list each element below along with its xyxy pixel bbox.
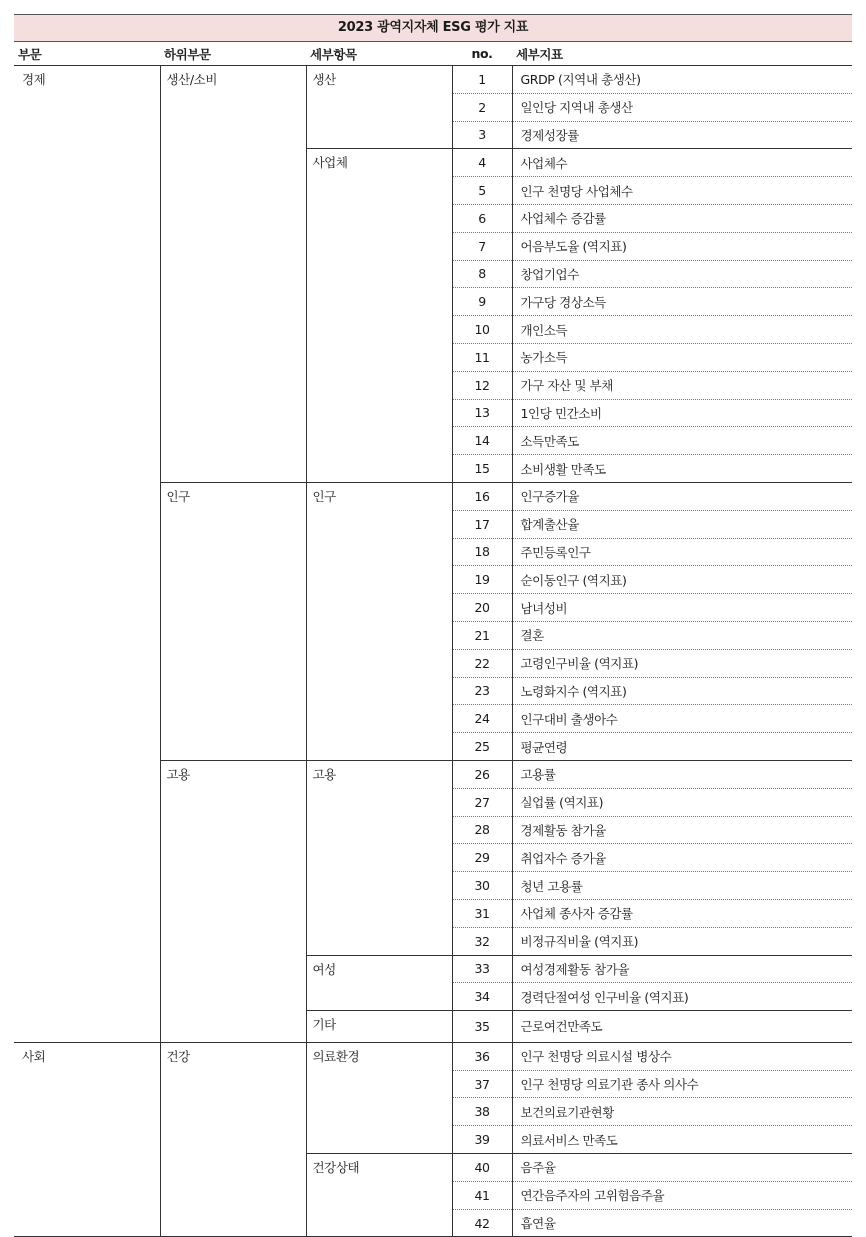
indicator-number: 2 — [452, 93, 512, 121]
indicator-name: 취업자수 증가율 — [512, 844, 852, 872]
indicator-name: 노령화지수 (역지표) — [512, 677, 852, 705]
indicator-number: 34 — [452, 983, 512, 1011]
indicator-number: 12 — [452, 371, 512, 399]
indicator-number: 30 — [452, 872, 512, 900]
indicator-name: 인구 천명당 사업체수 — [512, 177, 852, 205]
indicator-name: 어음부도율 (역지표) — [512, 232, 852, 260]
indicator-number: 18 — [452, 538, 512, 566]
indicator-name: 소비생활 만족도 — [512, 455, 852, 483]
indicator-name: 연간음주자의 고위험음주율 — [512, 1181, 852, 1209]
indicator-number: 5 — [452, 177, 512, 205]
indicator-number: 8 — [452, 260, 512, 288]
header-no: no. — [452, 42, 512, 66]
indicator-name: 보건의료기관현황 — [512, 1098, 852, 1126]
indicator-table — [14, 42, 852, 1237]
indicator-name: 음주율 — [512, 1154, 852, 1182]
indicator-name: 의료서비스 만족도 — [512, 1126, 852, 1154]
item-cell: 인구 — [306, 482, 452, 760]
table-row — [14, 66, 852, 94]
indicator-number: 15 — [452, 455, 512, 483]
subsector-cell: 고용 — [160, 760, 306, 1042]
indicator-number: 42 — [452, 1209, 512, 1237]
indicator-number: 10 — [452, 316, 512, 344]
item-cell: 생산 — [306, 66, 452, 149]
indicator-number: 38 — [452, 1098, 512, 1126]
indicator-name: 순이동인구 (역지표) — [512, 566, 852, 594]
indicator-name: 실업률 (역지표) — [512, 788, 852, 816]
indicator-number: 28 — [452, 816, 512, 844]
indicator-number: 7 — [452, 232, 512, 260]
indicator-number: 35 — [452, 1011, 512, 1043]
indicator-number: 41 — [452, 1181, 512, 1209]
indicator-number: 40 — [452, 1154, 512, 1182]
indicator-number: 9 — [452, 288, 512, 316]
indicator-number: 25 — [452, 733, 512, 761]
indicator-name: 남녀성비 — [512, 594, 852, 622]
indicator-name: 여성경제활동 참가율 — [512, 955, 852, 983]
header-indicator: 세부지표 — [512, 42, 852, 66]
indicator-name: 인구증가율 — [512, 482, 852, 510]
item-cell: 고용 — [306, 760, 452, 955]
indicator-name: 일인당 지역내 총생산 — [512, 93, 852, 121]
indicator-name: 고령인구비율 (역지표) — [512, 649, 852, 677]
header-item: 세부항목 — [306, 42, 452, 66]
indicator-name: 흡연율 — [512, 1209, 852, 1237]
indicator-name: 결혼 — [512, 621, 852, 649]
item-cell: 기타 — [306, 1011, 452, 1043]
sector-cell: 경제 — [14, 66, 160, 1043]
indicator-name: 가구 자산 및 부채 — [512, 371, 852, 399]
indicator-number: 33 — [452, 955, 512, 983]
indicator-number: 22 — [452, 649, 512, 677]
esg-indicator-sheet — [14, 14, 852, 1237]
item-cell: 건강상태 — [306, 1154, 452, 1237]
indicator-number: 6 — [452, 204, 512, 232]
indicator-number: 26 — [452, 760, 512, 788]
header-row — [14, 42, 852, 66]
indicator-number: 19 — [452, 566, 512, 594]
indicator-number: 29 — [452, 844, 512, 872]
indicator-name: 평균연령 — [512, 733, 852, 761]
indicator-name: 가구당 경상소득 — [512, 288, 852, 316]
indicator-number: 14 — [452, 427, 512, 455]
subsector-cell: 건강 — [160, 1042, 306, 1237]
indicator-name: 사업체 종사자 증감률 — [512, 899, 852, 927]
indicator-number: 37 — [452, 1070, 512, 1098]
indicator-number: 21 — [452, 621, 512, 649]
indicator-number: 31 — [452, 899, 512, 927]
sector-cell: 사회 — [14, 1042, 160, 1237]
table-title: 2023 광역지자체 ESG 평가 지표 — [14, 14, 852, 42]
header-sector: 부문 — [14, 42, 160, 66]
indicator-name: 경제성장률 — [512, 121, 852, 149]
indicator-name: 인구 천명당 의료시설 병상수 — [512, 1042, 852, 1070]
indicator-name: 근로여건만족도 — [512, 1011, 852, 1043]
item-cell: 사업체 — [306, 149, 452, 483]
indicator-number: 24 — [452, 705, 512, 733]
indicator-name: 주민등록인구 — [512, 538, 852, 566]
item-cell: 의료환경 — [306, 1042, 452, 1153]
indicator-number: 11 — [452, 343, 512, 371]
indicator-name: GRDP (지역내 총생산) — [512, 66, 852, 94]
indicator-number: 39 — [452, 1126, 512, 1154]
indicator-name: 소득만족도 — [512, 427, 852, 455]
indicator-name: 인구대비 출생아수 — [512, 705, 852, 733]
indicator-name: 경제활동 참가율 — [512, 816, 852, 844]
header-subsector: 하위부문 — [160, 42, 306, 66]
indicator-number: 1 — [452, 66, 512, 94]
indicator-name: 비정규직비율 (역지표) — [512, 927, 852, 955]
indicator-name: 경력단절여성 인구비율 (역지표) — [512, 983, 852, 1011]
table-row — [14, 1042, 852, 1070]
table-body — [14, 66, 852, 1237]
indicator-name: 1인당 민간소비 — [512, 399, 852, 427]
indicator-number: 23 — [452, 677, 512, 705]
subsector-cell: 생산/소비 — [160, 66, 306, 483]
indicator-number: 32 — [452, 927, 512, 955]
indicator-number: 20 — [452, 594, 512, 622]
indicator-number: 16 — [452, 482, 512, 510]
indicator-number: 13 — [452, 399, 512, 427]
item-cell: 여성 — [306, 955, 452, 1011]
indicator-name: 청년 고용률 — [512, 872, 852, 900]
subsector-cell: 인구 — [160, 482, 306, 760]
indicator-name: 합계출산율 — [512, 510, 852, 538]
indicator-name: 사업체수 증감률 — [512, 204, 852, 232]
indicator-name: 인구 천명당 의료기관 종사 의사수 — [512, 1070, 852, 1098]
indicator-number: 17 — [452, 510, 512, 538]
indicator-number: 36 — [452, 1042, 512, 1070]
indicator-name: 사업체수 — [512, 149, 852, 177]
indicator-name: 농가소득 — [512, 343, 852, 371]
indicator-name: 개인소득 — [512, 316, 852, 344]
indicator-number: 4 — [452, 149, 512, 177]
indicator-number: 3 — [452, 121, 512, 149]
indicator-name: 고용률 — [512, 760, 852, 788]
indicator-name: 창업기업수 — [512, 260, 852, 288]
indicator-number: 27 — [452, 788, 512, 816]
